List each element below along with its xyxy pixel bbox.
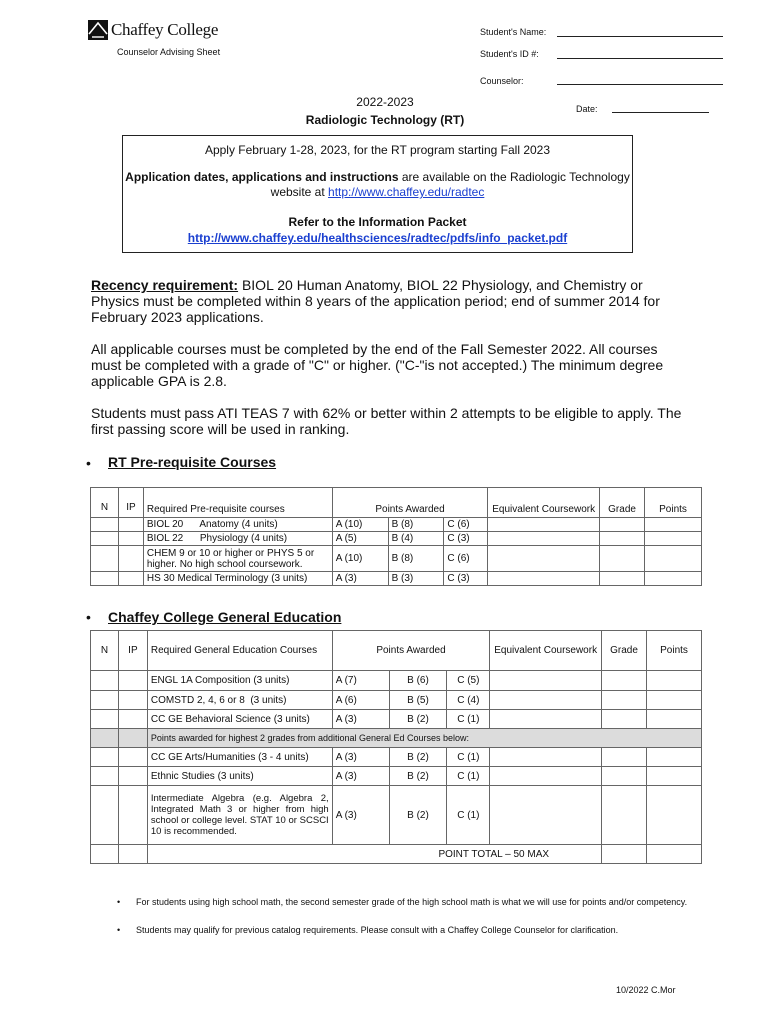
- application-bold: Application dates, applications and instructions: [125, 170, 399, 184]
- n-cell[interactable]: [91, 572, 119, 586]
- student-id-field[interactable]: [557, 58, 723, 59]
- grade-a-cell: A (3): [332, 572, 388, 586]
- program-title: Radiologic Technology (RT): [305, 113, 465, 127]
- gened-header-row: [91, 631, 702, 671]
- grade-cell[interactable]: [602, 767, 647, 786]
- website-prefix: website at: [270, 185, 329, 199]
- grade-c-cell: C (4): [447, 691, 490, 710]
- grade-b-cell: B (3): [388, 572, 444, 586]
- table-row: [91, 671, 702, 691]
- grade-b-cell: B (4): [388, 532, 444, 546]
- col-equivalent: Equivalent Coursework: [488, 488, 600, 518]
- points-cell[interactable]: [645, 572, 702, 586]
- points-cell[interactable]: [647, 671, 702, 691]
- ip-cell[interactable]: [118, 572, 143, 586]
- n-cell: [91, 729, 119, 748]
- grade-cell[interactable]: [600, 532, 645, 546]
- points-cell[interactable]: [645, 532, 702, 546]
- col-equivalent: Equivalent Coursework: [490, 631, 602, 671]
- table-row: [91, 691, 702, 710]
- table-row: [91, 748, 702, 767]
- grade-c-cell: C (3): [444, 532, 488, 546]
- grade-c-cell: C (1): [447, 786, 490, 845]
- total-grade-cell: [602, 845, 647, 864]
- ip-cell[interactable]: [118, 767, 147, 786]
- student-id-label: Student's ID #:: [480, 49, 539, 59]
- grade-b-cell: B (2): [389, 786, 447, 845]
- points-cell[interactable]: [647, 767, 702, 786]
- application-info: [123, 170, 632, 184]
- counselor-field[interactable]: [557, 84, 723, 85]
- col-ip: IP: [118, 488, 143, 518]
- refer-line: Refer to the Information Packet: [288, 215, 467, 229]
- n-cell: [91, 845, 119, 864]
- website-line: [123, 185, 632, 199]
- n-cell[interactable]: [91, 710, 119, 729]
- n-cell[interactable]: [91, 546, 119, 572]
- ip-cell[interactable]: [118, 786, 147, 845]
- gened-table: [90, 630, 702, 864]
- gened-heading: Chaffey College General Education: [108, 609, 342, 625]
- bullet-icon: •: [86, 455, 91, 471]
- table-row: [91, 572, 702, 586]
- n-cell[interactable]: [91, 748, 119, 767]
- ip-cell[interactable]: [118, 546, 143, 572]
- col-n: N: [91, 488, 119, 518]
- grade-b-cell: B (5): [389, 691, 447, 710]
- points-cell[interactable]: [647, 748, 702, 767]
- grade-b-cell: B (8): [388, 518, 444, 532]
- equiv-cell[interactable]: [488, 532, 600, 546]
- grade-cell[interactable]: [602, 786, 647, 845]
- point-total-label: POINT TOTAL – 50 MAX: [147, 845, 601, 864]
- packet-link[interactable]: http://www.chaffey.edu/healthsciences/radtec/pdfs/info_packet.pdf: [187, 231, 568, 245]
- points-cell[interactable]: [647, 786, 702, 845]
- grade-c-cell: C (1): [447, 710, 490, 729]
- grade-cell[interactable]: [600, 546, 645, 572]
- grade-a-cell: A (3): [332, 748, 389, 767]
- courses-paragraph: All applicable courses must be completed by the end of the Fall Semester 2022. All courses must be completed with a grade of "C" or higher. ("C-"is not accepted.) The minimum degree applicable GPA is 2.8.: [91, 341, 664, 389]
- n-cell[interactable]: [91, 786, 119, 845]
- equiv-cell[interactable]: [490, 767, 602, 786]
- table-row: [91, 532, 702, 546]
- grade-c-cell: C (5): [447, 671, 490, 691]
- apply-line: Apply February 1-28, 2023, for the RT program starting Fall 2023: [204, 143, 551, 157]
- student-name-field[interactable]: [557, 36, 723, 37]
- col-points: Points: [647, 631, 702, 671]
- col-n: N: [91, 631, 119, 671]
- grade-c-cell: C (1): [447, 748, 490, 767]
- bullet-icon: •: [117, 897, 121, 907]
- course-cell: CC GE Arts/Humanities (3 - 4 units): [147, 748, 332, 767]
- bullet-icon: •: [86, 609, 91, 625]
- grade-b-cell: B (2): [389, 748, 447, 767]
- website-link[interactable]: http://www.chaffey.edu/radtec: [328, 185, 485, 199]
- grade-b-cell: B (2): [389, 710, 447, 729]
- col-grade: Grade: [600, 488, 645, 518]
- col-grade: Grade: [602, 631, 647, 671]
- college-logo: [88, 20, 218, 40]
- equiv-cell[interactable]: [490, 671, 602, 691]
- ip-cell: [118, 845, 147, 864]
- col-course: Required General Education Courses: [147, 631, 332, 671]
- grade-cell[interactable]: [602, 691, 647, 710]
- prereq-heading: RT Pre-requisite Courses: [108, 454, 277, 470]
- col-course: Required Pre-requisite courses: [143, 488, 332, 518]
- equiv-cell[interactable]: [490, 691, 602, 710]
- course-cell: COMSTD 2, 4, 6 or 8 (3 units): [147, 691, 332, 710]
- grade-b-cell: B (8): [388, 546, 444, 572]
- total-row: [91, 845, 702, 864]
- teas-paragraph: Students must pass ATI TEAS 7 with 62% or better within 2 attempts to be eligible to apply. The first passing score will be used in ranking.: [91, 405, 682, 437]
- points-cell[interactable]: [645, 518, 702, 532]
- grade-a-cell: A (10): [332, 518, 388, 532]
- footer-date: 10/2022 C.Mor: [616, 985, 676, 995]
- ip-cell: [118, 729, 147, 748]
- grade-a-cell: A (3): [332, 786, 389, 845]
- equiv-cell[interactable]: [490, 786, 602, 845]
- course-cell: BIOL 22 Physiology (4 units): [143, 532, 332, 546]
- grade-c-cell: C (6): [444, 546, 488, 572]
- student-name-label: Student's Name:: [480, 27, 547, 37]
- course-cell: CC GE Behavioral Science (3 units): [147, 710, 332, 729]
- col-points: Points: [645, 488, 702, 518]
- college-name: Chaffey College: [111, 20, 219, 39]
- grade-c-cell: C (3): [444, 572, 488, 586]
- col-points-awarded: Points Awarded: [332, 631, 490, 671]
- grade-cell[interactable]: [602, 748, 647, 767]
- equiv-cell[interactable]: [488, 546, 600, 572]
- prereq-table: [90, 487, 702, 586]
- college-logo-icon: [88, 20, 108, 40]
- n-cell[interactable]: [91, 671, 119, 691]
- course-cell: ENGL 1A Composition (3 units): [147, 671, 332, 691]
- bullet-icon: •: [117, 925, 121, 935]
- col-points-awarded: Points Awarded: [332, 488, 488, 518]
- course-cell: HS 30 Medical Terminology (3 units): [143, 572, 332, 586]
- grade-c-cell: C (6): [444, 518, 488, 532]
- grade-b-cell: B (6): [389, 671, 447, 691]
- ip-cell[interactable]: [118, 691, 147, 710]
- notice-box: [122, 135, 633, 253]
- equiv-cell[interactable]: [488, 572, 600, 586]
- table-row: [91, 518, 702, 532]
- total-points-cell[interactable]: [647, 845, 702, 864]
- col-ip: IP: [118, 631, 147, 671]
- grade-c-cell: C (1): [447, 767, 490, 786]
- equiv-cell[interactable]: [490, 710, 602, 729]
- course-cell: Intermediate Algebra (e.g. Algebra 2, Integrated Math 3 or higher from high school or college level. STAT 10 or SCSCI 10 is recommended.: [147, 786, 332, 845]
- course-cell: Ethnic Studies (3 units): [147, 767, 332, 786]
- grade-b-cell: B (2): [389, 767, 447, 786]
- recency-label: Recency requirement:: [91, 277, 239, 293]
- equiv-cell[interactable]: [488, 518, 600, 532]
- table-row: [91, 710, 702, 729]
- grade-cell[interactable]: [600, 518, 645, 532]
- footnote-1: For students using high school math, the second semester grade of the high school math is what we will use for points and/or competency.: [136, 897, 688, 907]
- counselor-label: Counselor:: [480, 76, 524, 86]
- application-rest: are available on the Radiologic Technology: [398, 170, 630, 184]
- academic-year: 2022-2023: [356, 95, 414, 109]
- equiv-cell[interactable]: [490, 748, 602, 767]
- n-cell[interactable]: [91, 767, 119, 786]
- grade-a-cell: A (10): [332, 546, 388, 572]
- ip-cell[interactable]: [118, 710, 147, 729]
- prereq-header-row: [91, 488, 702, 518]
- footnote-2: Students may qualify for previous catalog requirements. Please consult with a Chaffey College Counselor for clarification.: [136, 925, 619, 935]
- course-cell: BIOL 20 Anatomy (4 units): [143, 518, 332, 532]
- packet-line: [123, 231, 632, 245]
- table-row: [91, 546, 702, 572]
- n-cell[interactable]: [91, 532, 119, 546]
- course-cell: CHEM 9 or 10 or higher or PHYS 5 or higher. No high school coursework.: [143, 546, 332, 572]
- ip-cell[interactable]: [118, 671, 147, 691]
- grade-cell[interactable]: [600, 572, 645, 586]
- grade-a-cell: A (3): [332, 710, 389, 729]
- recency-text: BIOL 20 Human Anatomy, BIOL 22 Physiology, and Chemistry or Physics must be completed within 8 years of the application period; end of summer 2014 for February 2023 applications.: [91, 277, 660, 325]
- highlight-note: Points awarded for highest 2 grades from additional General Ed Courses below:: [147, 729, 701, 748]
- date-label: Date:: [576, 104, 598, 114]
- points-cell[interactable]: [645, 546, 702, 572]
- highlight-row: [91, 729, 702, 748]
- points-cell[interactable]: [647, 691, 702, 710]
- grade-a-cell: A (6): [332, 691, 389, 710]
- n-cell[interactable]: [91, 518, 119, 532]
- grade-a-cell: A (5): [332, 532, 388, 546]
- ip-cell[interactable]: [118, 748, 147, 767]
- grade-a-cell: A (3): [332, 767, 389, 786]
- table-row: [91, 767, 702, 786]
- recency-paragraph: [91, 277, 691, 325]
- table-row: [91, 786, 702, 845]
- n-cell[interactable]: [91, 691, 119, 710]
- grade-a-cell: A (7): [332, 671, 389, 691]
- ip-cell[interactable]: [118, 532, 143, 546]
- ip-cell[interactable]: [118, 518, 143, 532]
- sheet-label: Counselor Advising Sheet: [117, 47, 221, 57]
- grade-cell[interactable]: [602, 671, 647, 691]
- points-cell[interactable]: [647, 710, 702, 729]
- grade-cell[interactable]: [602, 710, 647, 729]
- date-field[interactable]: [612, 112, 709, 113]
